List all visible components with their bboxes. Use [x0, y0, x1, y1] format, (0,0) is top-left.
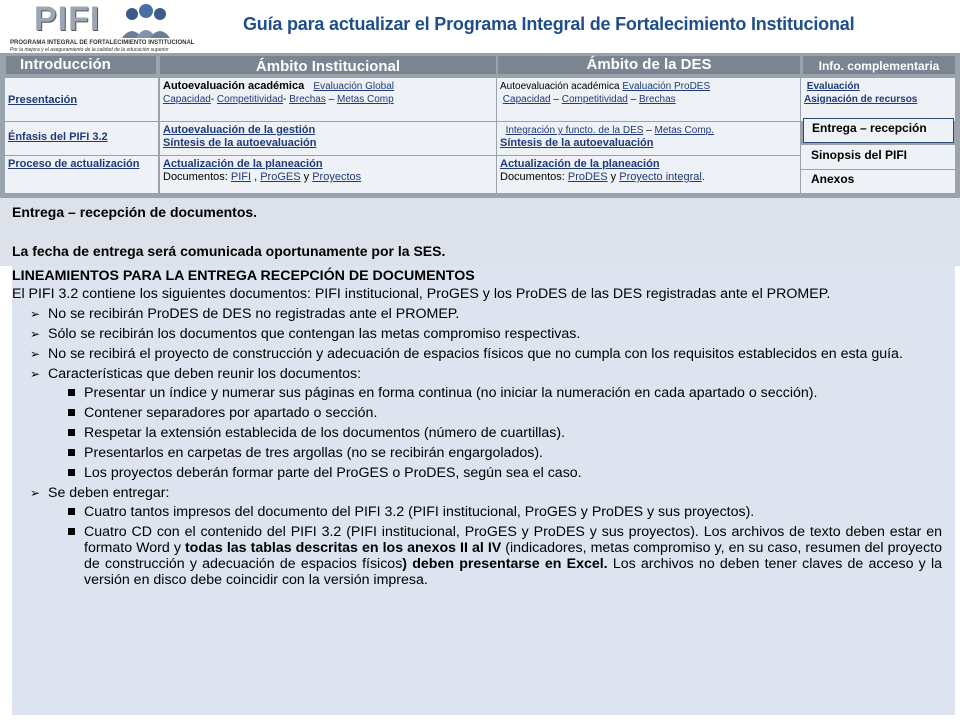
link-autoeval-gestion[interactable]: Autoevaluación de la gestión [163, 124, 316, 136]
sep: - [210, 94, 217, 105]
navigation-panel [0, 53, 960, 198]
link-asignacion-recursos[interactable]: Asignación de recursos [804, 94, 918, 105]
list-item [30, 326, 942, 342]
link-evaluacion[interactable]: Evaluación [806, 81, 860, 92]
link-proyecto-integral[interactable]: Proyecto integral [619, 171, 702, 183]
nav-cell-autoeval-inst [160, 78, 496, 121]
logo-tagline: Por la mejora y el aseguramiento de la calidad de la educación superior [10, 47, 169, 53]
sep: – [550, 94, 562, 105]
sub-list-item [68, 405, 942, 421]
square-bullet-icon [68, 508, 75, 515]
nav-cell-gestion [160, 122, 496, 155]
link-brechas-des[interactable]: Brechas [639, 94, 676, 105]
list-item-text: No se recibirá el proyecto de construcción y adecuación de espacios físicos que no cumpla con los requisitos establecidos en esta guía. [48, 346, 903, 362]
sub-list-item-text: Cuatro tantos impresos del documento del PIFI 3.2 (PIFI institucional, ProGES y ProDES y sus proyectos). [84, 504, 755, 520]
list-item-text: Características que deben reunir los documentos: [48, 366, 362, 382]
guidelines-intro: El PIFI 3.2 contiene los siguientes documentos: PIFI institucional, ProGES y los ProDES de las DES registradas ante el PROMEP. [12, 286, 831, 302]
sub-list-item-text: Presentarlos en carpetas de tres argollas (no se recibirán engargolados). [84, 445, 543, 461]
sep: , [251, 171, 261, 183]
delivery-date-note: La fecha de entrega será comunicada oportunamente por la SES. [12, 243, 446, 259]
link-sinopsis[interactable]: Sinopsis del PIFI [811, 148, 908, 162]
nav-cell-proceso [5, 156, 158, 193]
sep: – [643, 125, 655, 136]
link-actualizacion-planeacion-des[interactable]: Actualización de la planeación [500, 158, 660, 170]
sep: - [283, 94, 290, 105]
link-evaluacion-prodes[interactable]: Evaluación ProDES [622, 81, 711, 92]
sep: . [701, 171, 705, 183]
sub-list-item [68, 445, 942, 461]
nav-caption-des: Ámbito de la DES [498, 56, 800, 74]
arrow-bullet-icon: ➢ [30, 486, 41, 500]
characteristics-list [48, 385, 942, 481]
side-item-entrega [803, 118, 954, 143]
sub-list-item [68, 524, 942, 588]
nav-cell-evaluacion [801, 78, 955, 121]
link-presentacion[interactable]: Presentación [8, 94, 78, 106]
list-item-text: Se deben entregar: [48, 485, 170, 501]
list-item-text: Sólo se recibirán los documentos que contengan las metas compromiso respectivas. [48, 326, 581, 342]
pifi-logo [6, 0, 196, 53]
sub-list-item [68, 504, 942, 520]
square-bullet-icon [68, 429, 75, 436]
nav-cell-presentacion [5, 78, 158, 121]
link-evaluacion-global[interactable]: Evaluación Global [313, 81, 395, 92]
link-capacidad-inst[interactable]: Capacidad [163, 94, 211, 105]
list-item [30, 306, 942, 322]
square-bullet-icon [68, 389, 75, 396]
link-integracion-des[interactable]: Integración y functo. de la DES [505, 125, 644, 136]
link-competitividad-des[interactable]: Competitividad [561, 94, 628, 105]
header [0, 0, 960, 52]
sub-list-item-text: Cuatro CD con el contenido del PIFI 3.2 (PIFI institucional, ProGES y ProDES y sus proyectos). Los archivos de texto deben estar en formato Word y [84, 524, 942, 556]
sub-list-item-text: Presentar un índice y numerar sus páginas en forma continua (no iniciar la numeración en cada apartado o sección). [84, 385, 818, 401]
list-item [30, 346, 942, 362]
sub-list-item [68, 385, 942, 401]
link-metas-comp-des[interactable]: Metas Comp. [654, 125, 715, 136]
square-bullet-icon [68, 409, 75, 416]
logo-text: PIFI [34, 0, 101, 38]
sep: y [300, 171, 313, 183]
nav-caption-intro: Introducción [6, 56, 156, 74]
link-capacidad-des[interactable]: Capacidad [502, 94, 551, 105]
side-item-anexos [801, 170, 955, 193]
page-title: Guía para actualizar el Programa Integral de Fortalecimiento Institucional [243, 14, 855, 34]
arrow-bullet-icon: ➢ [30, 307, 41, 321]
link-prodes[interactable]: ProDES [567, 171, 608, 183]
label-documentos-des: Documentos: [500, 171, 568, 183]
nav-cell-integracion [497, 122, 800, 155]
link-pifi[interactable]: PIFI [230, 171, 252, 183]
link-proceso-actualizacion[interactable]: Proceso de actualización [8, 158, 140, 170]
link-entrega-recepcion[interactable]: Entrega – recepción [812, 121, 927, 135]
deliverables-list [48, 504, 942, 588]
nav-cell-autoeval-des [497, 78, 800, 121]
bold-text: ) deben presentarse en Excel. [402, 556, 608, 572]
link-sintesis-des[interactable]: Síntesis de la autoevaluación [500, 137, 654, 149]
list-item [30, 485, 942, 588]
sep: – [627, 94, 639, 105]
sub-list-item-text: (indicadores, metas compromiso y, en su caso, resumen del proyecto de construcción y adecuación de espacios físicos [84, 540, 942, 572]
nav-cell-planeacion-des [497, 156, 800, 193]
sep: y [607, 171, 620, 183]
guidelines-heading: LINEAMIENTOS PARA LA ENTREGA RECEPCIÓN DE DOCUMENTOS [12, 268, 475, 284]
link-metas-comp-inst[interactable]: Metas Comp [337, 94, 394, 105]
guidelines-text [12, 268, 942, 592]
square-bullet-icon [68, 469, 75, 476]
sub-list-item [68, 425, 942, 441]
link-sintesis-inst[interactable]: Síntesis de la autoevaluación [163, 137, 317, 149]
link-enfasis-pifi[interactable]: Énfasis del PIFI 3.2 [8, 131, 108, 143]
label-documentos: Documentos: [163, 171, 231, 183]
sub-list-item-text: Los proyectos deberán formar parte del ProGES o ProDES, según sea el caso. [84, 465, 582, 481]
nav-cell-planeacion-inst [160, 156, 496, 193]
section-title: Entrega – recepción de documentos. [12, 204, 258, 220]
link-proges[interactable]: ProGES [260, 171, 301, 183]
link-competitividad-inst[interactable]: Competitividad [216, 94, 284, 105]
bold-text: todas las tablas descritas en los anexos II al IV [184, 540, 502, 556]
sub-list-item-text: Los archivos no deben tener claves de acceso y la versión en disco debe coincidir con la versión impresa. [84, 556, 942, 588]
label-autoeval-academica: Autoevaluación académica [163, 80, 305, 92]
sub-list-item-text: Contener separadores por apartado o sección. [84, 405, 378, 421]
arrow-bullet-icon: ➢ [30, 347, 41, 361]
link-actualizacion-planeacion-inst[interactable]: Actualización de la planeación [163, 158, 323, 170]
sub-list-item-text: Respetar la extensión establecida de los documentos (número de cuartillas). [84, 425, 566, 441]
logo-people-icon [118, 4, 178, 42]
link-anexos[interactable]: Anexos [811, 172, 855, 186]
link-proyectos[interactable]: Proyectos [312, 171, 362, 183]
arrow-bullet-icon: ➢ [30, 367, 41, 381]
sep: – [325, 94, 337, 105]
square-bullet-icon [68, 528, 75, 535]
nav-cell-enfasis [5, 122, 158, 155]
square-bullet-icon [68, 449, 75, 456]
label-autoeval-academica-des: Autoevaluación académica [500, 81, 620, 92]
list-item [30, 366, 942, 481]
list-item-text: No se recibirán ProDES de DES no registradas ante el PROMEP. [48, 306, 460, 322]
arrow-bullet-icon: ➢ [30, 327, 41, 341]
guidelines-list [12, 306, 942, 588]
sub-list-item [68, 465, 942, 481]
side-item-sinopsis [801, 145, 955, 169]
info-bar [0, 198, 960, 266]
nav-caption-institucional: Ámbito Institucional [160, 56, 496, 74]
link-brechas-inst[interactable]: Brechas [289, 94, 326, 105]
nav-caption-info: Info. complementaria [803, 56, 955, 74]
logo-subtitle: PROGRAMA INTEGRAL DE FORTALECIMIENTO INSTITUCIONAL [10, 40, 195, 46]
